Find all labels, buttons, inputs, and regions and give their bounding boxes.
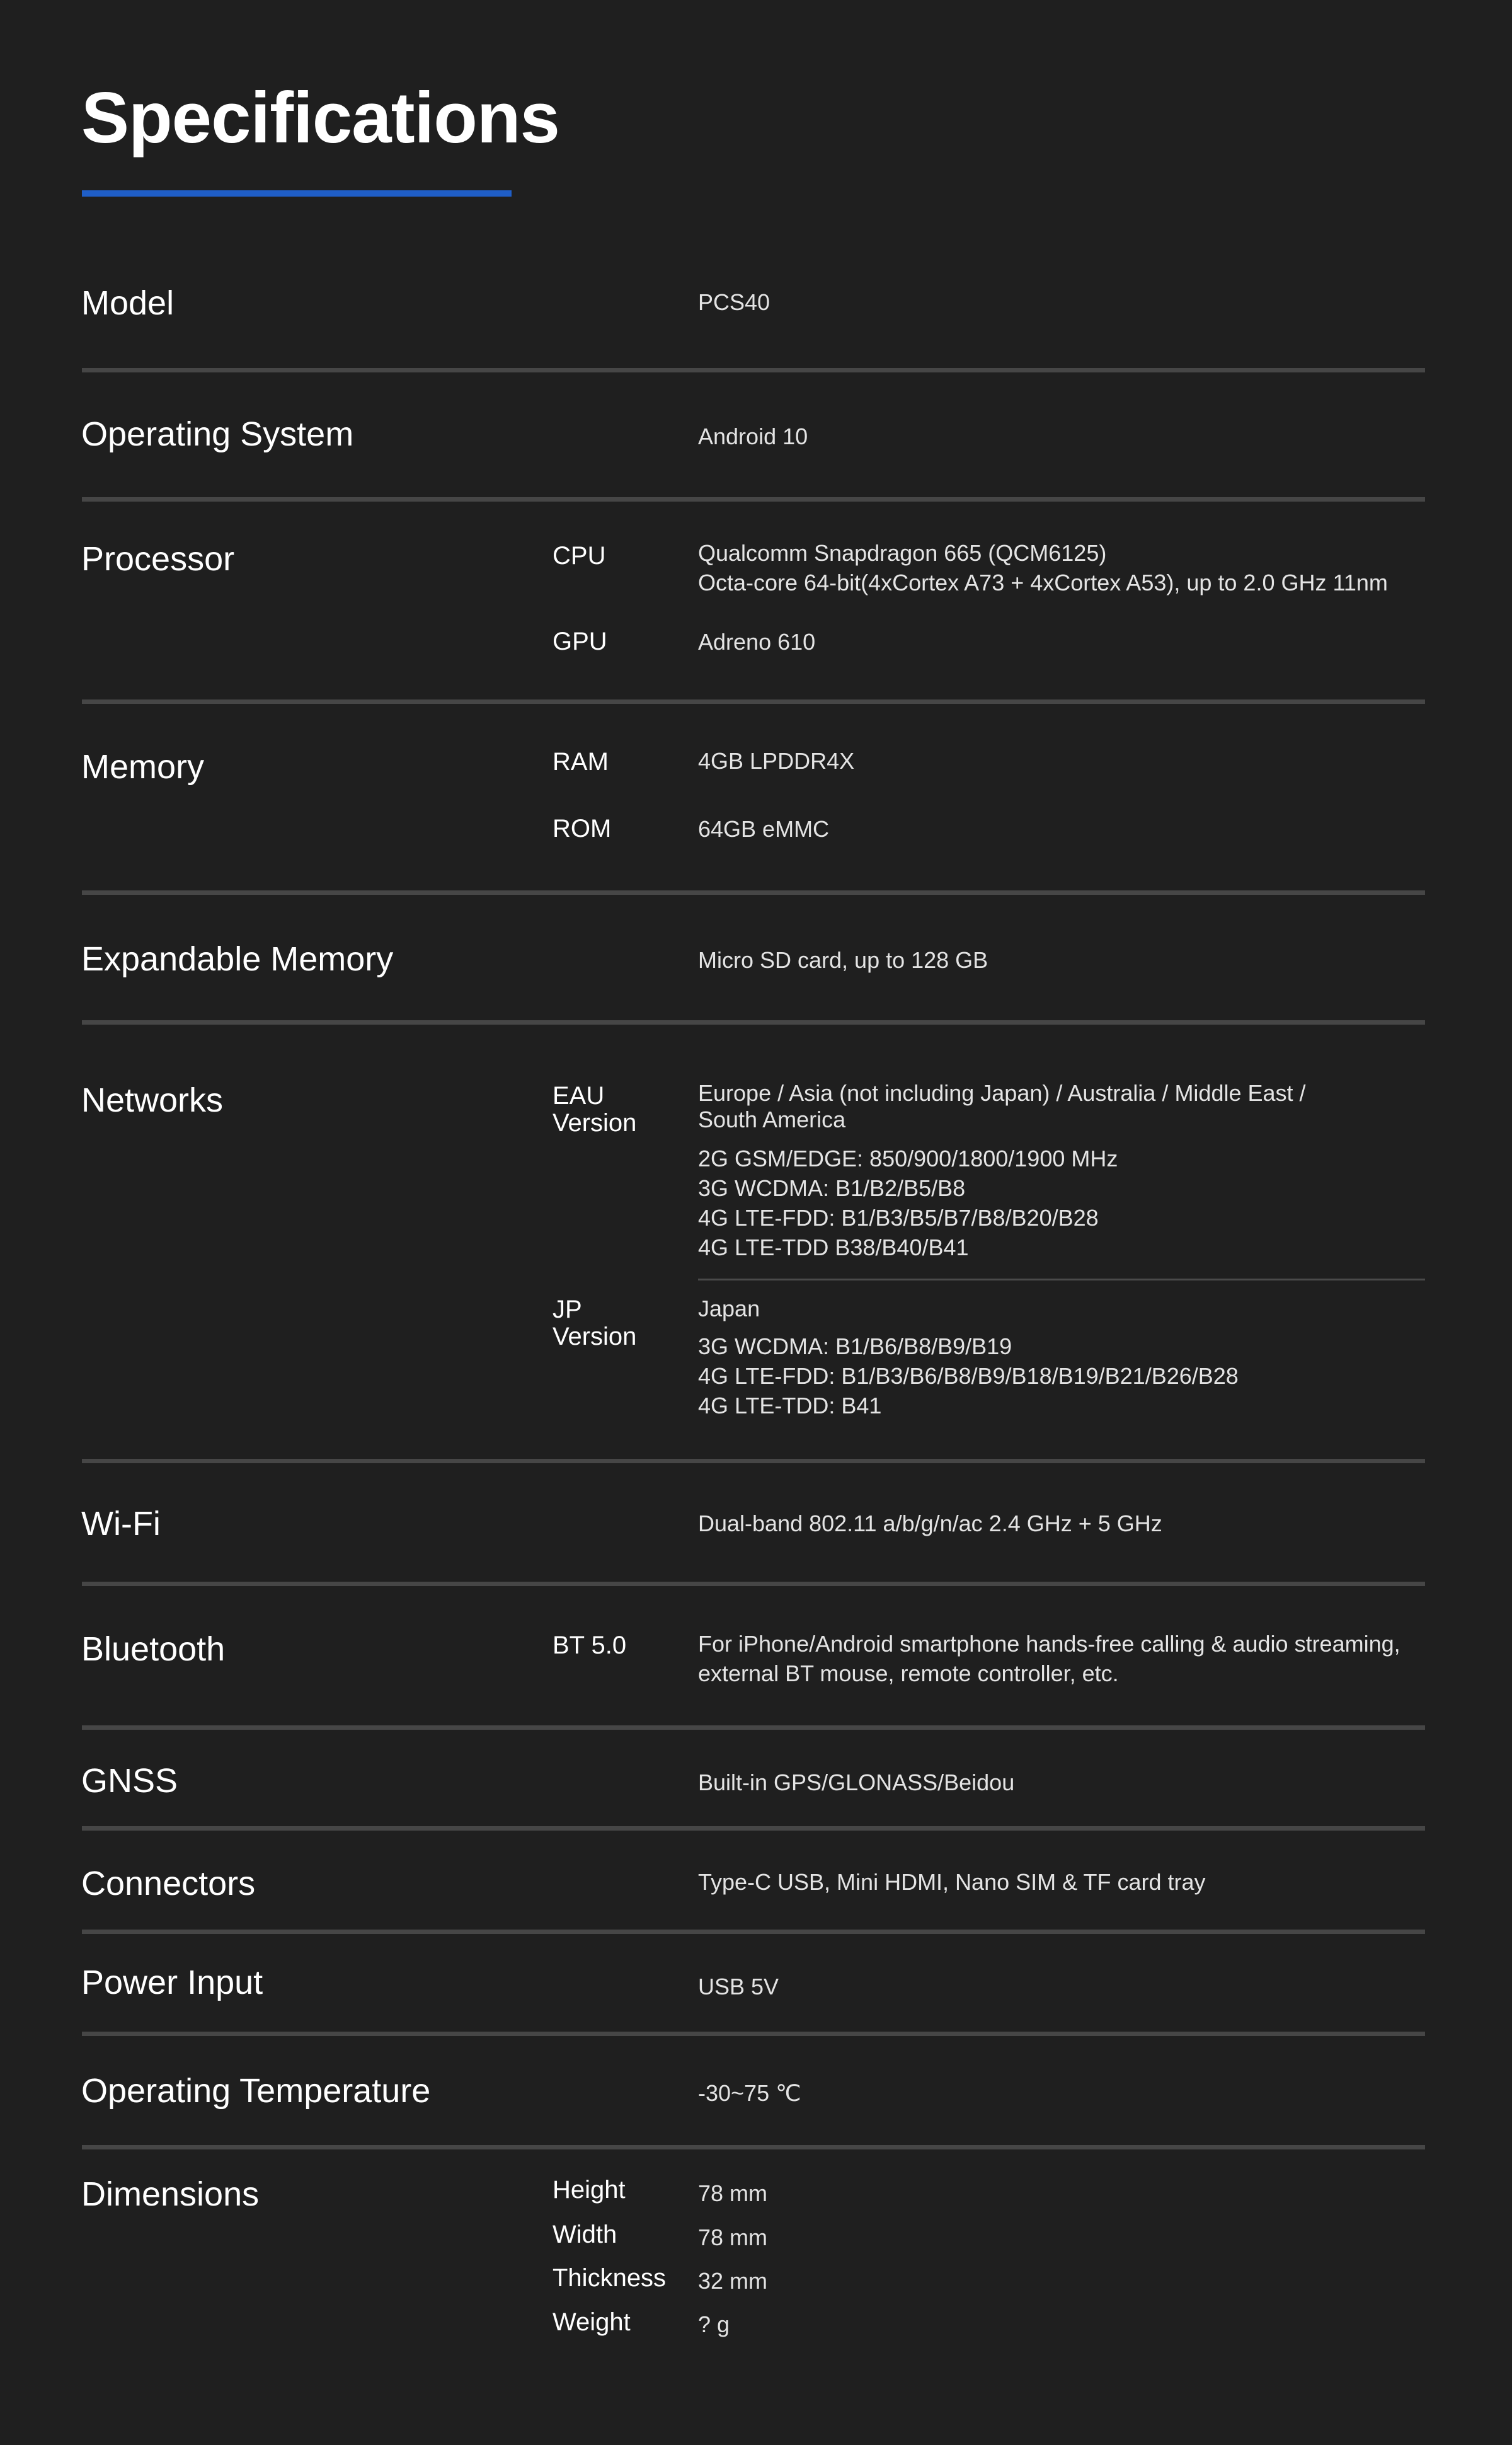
row-divider <box>82 699 1425 704</box>
spec-sublabel-ram: RAM <box>553 748 609 776</box>
spec-value-gpu: Adreno 610 <box>698 629 816 655</box>
spec-sublabel-rom: ROM <box>553 815 612 843</box>
row-divider <box>82 368 1425 372</box>
spec-value-temperature: -30~75 ℃ <box>698 2080 801 2106</box>
spec-label-connectors: Connectors <box>81 1865 256 1902</box>
spec-value-thickness: 32 mm <box>698 2268 768 2294</box>
spec-sublabel-width: Width <box>553 2221 617 2248</box>
spec-sublabel-gpu: GPU <box>553 628 607 655</box>
spec-value-rom: 64GB eMMC <box>698 816 830 842</box>
spec-value-ram: 4GB LPDDR4X <box>698 748 855 774</box>
row-divider <box>82 2032 1425 2036</box>
row-divider <box>82 2145 1425 2149</box>
spec-value-wifi: Dual-band 802.11 a/b/g/n/ac 2.4 GHz + 5 GHz <box>698 1510 1162 1536</box>
spec-value-jp-band: 4G LTE-TDD: B41 <box>698 1393 882 1418</box>
spec-value-model: PCS40 <box>698 289 770 315</box>
row-divider <box>82 1459 1425 1463</box>
spec-label-power-input: Power Input <box>81 1964 263 2001</box>
row-divider <box>82 1725 1425 1730</box>
title-underline <box>82 190 512 197</box>
page-title: Specifications <box>81 78 559 158</box>
spec-sublabel-thickness: Thickness <box>553 2264 667 2292</box>
spec-value-cpu-line1: Qualcomm Snapdragon 665 (QCM6125) <box>698 540 1107 566</box>
spec-label-os: Operating System <box>81 415 354 453</box>
spec-sublabel-eau-1: EAU <box>553 1082 605 1110</box>
spec-value-bluetooth-line2: external BT mouse, remote controller, etc. <box>698 1660 1119 1686</box>
spec-value-gnss: Built-in GPS/GLONASS/Beidou <box>698 1769 1015 1795</box>
spec-value-height: 78 mm <box>698 2180 768 2206</box>
row-divider <box>82 1826 1425 1831</box>
spec-value-eau-band: 4G LTE-TDD B38/B40/B41 <box>698 1234 969 1260</box>
row-divider <box>82 890 1425 895</box>
spec-value-cpu-line2: Octa-core 64-bit(4xCortex A73 + 4xCortex A53), up to 2.0 GHz 11nm <box>698 570 1388 595</box>
spec-label-networks: Networks <box>81 1081 224 1119</box>
spec-value-power-input: USB 5V <box>698 1974 779 1999</box>
spec-sublabel-eau-2: Version <box>553 1109 637 1137</box>
spec-label-gnss: GNSS <box>81 1762 178 1800</box>
spec-value-eau-region-1: Europe / Asia (not including Japan) / Australia / Middle East / <box>698 1080 1306 1106</box>
networks-inner-divider <box>698 1279 1425 1280</box>
spec-label-bluetooth: Bluetooth <box>81 1630 226 1668</box>
row-divider <box>82 1020 1425 1025</box>
spec-label-memory: Memory <box>81 748 205 786</box>
spec-value-jp-band: 3G WCDMA: B1/B6/B8/B9/B19 <box>698 1333 1012 1359</box>
spec-label-expandable-memory: Expandable Memory <box>81 940 394 978</box>
spec-label-dimensions: Dimensions <box>81 2175 260 2213</box>
row-divider <box>82 1582 1425 1586</box>
spec-sublabel-jp-2: Version <box>553 1323 637 1350</box>
spec-value-jp-region: Japan <box>698 1296 760 1321</box>
row-divider <box>82 1930 1425 1934</box>
spec-value-width: 78 mm <box>698 2224 768 2250</box>
spec-value-eau-band: 3G WCDMA: B1/B2/B5/B8 <box>698 1175 966 1201</box>
spec-value-jp-band: 4G LTE-FDD: B1/B3/B6/B8/B9/B18/B19/B21/B26/B28 <box>698 1363 1239 1389</box>
spec-value-eau-region-2: South America <box>698 1107 846 1132</box>
spec-sublabel-bt: BT 5.0 <box>553 1631 627 1659</box>
spec-label-processor: Processor <box>81 540 235 578</box>
spec-label-wifi: Wi-Fi <box>81 1505 161 1543</box>
spec-sublabel-weight: Weight <box>553 2308 631 2336</box>
spec-label-model: Model <box>81 284 175 322</box>
spec-value-connectors: Type-C USB, Mini HDMI, Nano SIM & TF card tray <box>698 1869 1206 1895</box>
spec-label-temperature: Operating Temperature <box>81 2072 431 2110</box>
spec-sublabel-height: Height <box>553 2176 626 2204</box>
spec-value-weight: ? g <box>698 2311 730 2337</box>
row-divider <box>82 497 1425 502</box>
spec-sublabel-cpu: CPU <box>553 542 606 570</box>
spec-value-bluetooth-line1: For iPhone/Android smartphone hands-free calling & audio streaming, <box>698 1631 1400 1657</box>
spec-value-eau-band: 2G GSM/EDGE: 850/900/1800/1900 MHz <box>698 1146 1118 1171</box>
spec-value-expandable-memory: Micro SD card, up to 128 GB <box>698 947 988 973</box>
spec-sublabel-jp-1: JP <box>553 1296 582 1323</box>
spec-value-os: Android 10 <box>698 423 808 449</box>
spec-value-eau-band: 4G LTE-FDD: B1/B3/B5/B7/B8/B20/B28 <box>698 1205 1099 1231</box>
